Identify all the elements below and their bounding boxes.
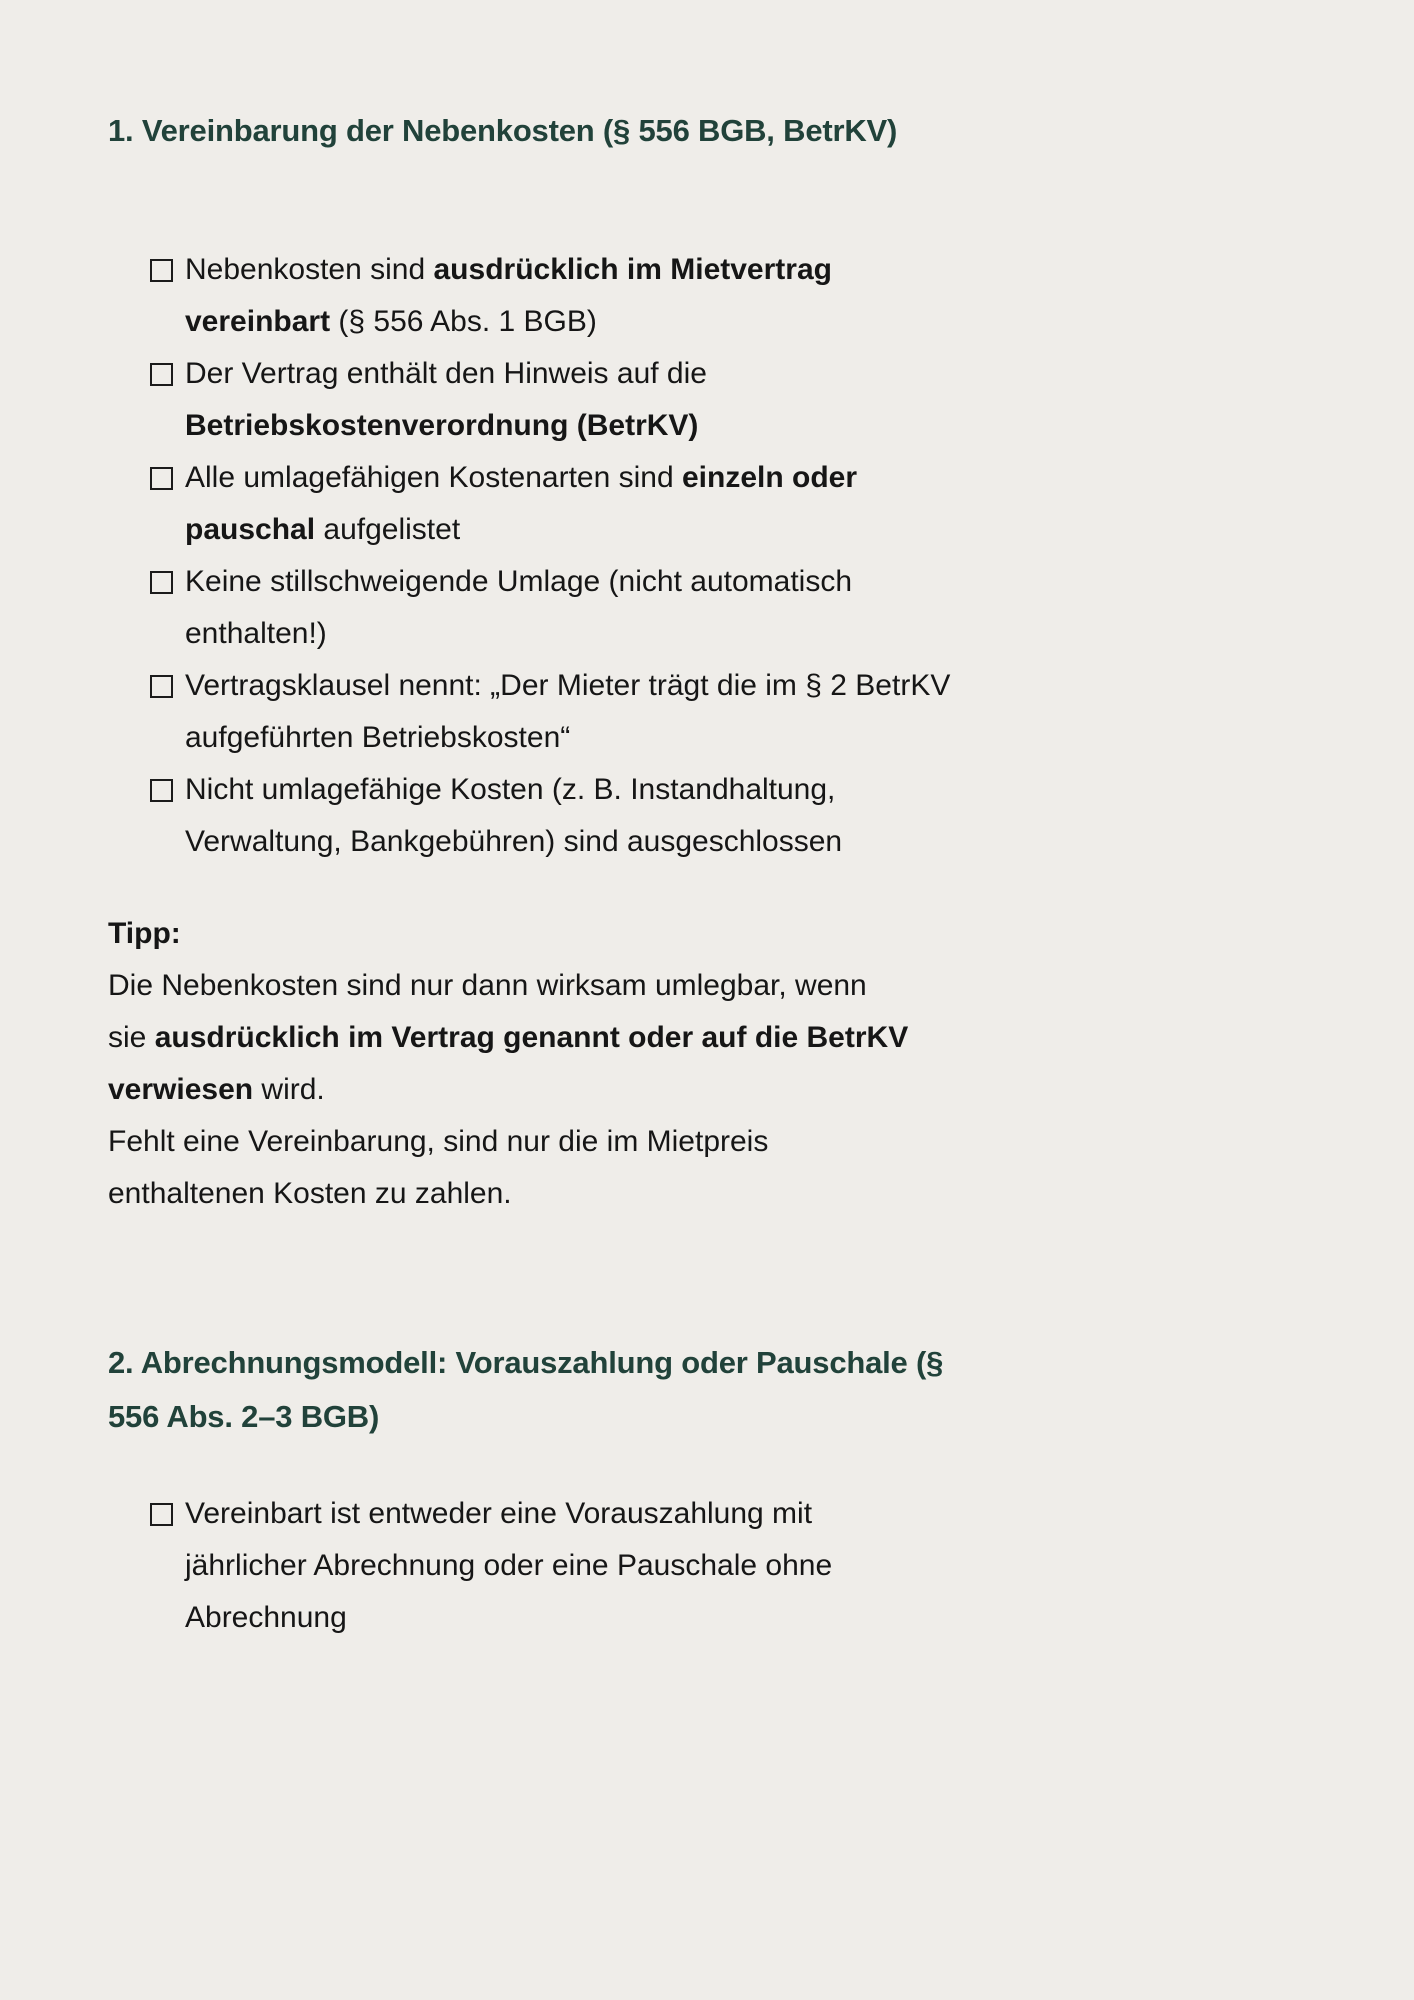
text-run: jährlicher Abrechnung oder eine Pauschale ohne — [185, 1549, 833, 1582]
item-line — [185, 400, 1108, 452]
tip-line — [108, 1168, 1108, 1220]
checkbox-icon — [150, 675, 173, 698]
checkbox-icon — [150, 259, 173, 282]
text-run: Nebenkosten sind — [185, 253, 434, 286]
checkbox-icon — [150, 571, 173, 594]
text-run: Abrechnung — [185, 1601, 347, 1634]
section-1-checklist — [108, 244, 1108, 868]
text-run: Der Vertrag enthält den Hinweis auf die — [185, 357, 707, 390]
checklist-item — [108, 556, 1108, 660]
checklist-item — [108, 452, 1108, 556]
section-2-checklist — [108, 1488, 1108, 1644]
heading-line: 556 Abs. 2–3 BGB) — [108, 1399, 380, 1434]
checklist-item — [108, 764, 1108, 868]
text-run: Vertragsklausel nennt: „Der Mieter trägt die im § 2 BetrKV — [185, 669, 951, 702]
checklist-item — [108, 348, 1108, 452]
bold-text-run: vereinbart — [185, 305, 331, 338]
checkbox-icon — [150, 1503, 173, 1526]
text-run: Vereinbart ist entweder eine Vorauszahlung mit — [185, 1497, 813, 1530]
heading-line: 1. Vereinbarung der Nebenkosten (§ 556 BGB, BetrKV) — [108, 113, 898, 148]
item-line — [185, 1488, 1108, 1540]
bold-text-run: verwiesen — [108, 1073, 254, 1106]
text-run: sie — [108, 1021, 155, 1054]
item-line — [185, 244, 1108, 296]
text-run: enthaltenen Kosten zu zahlen. — [108, 1177, 512, 1210]
item-line — [185, 1540, 1108, 1592]
tip-block — [108, 908, 1108, 1220]
item-line — [185, 712, 1108, 764]
tip-line — [108, 1064, 1108, 1116]
heading-line: 2. Abrechnungsmodell: Vorauszahlung oder Pauschale (§ — [108, 1345, 944, 1380]
text-run: Keine stillschweigende Umlage (nicht automatisch — [185, 565, 853, 598]
text-run: Nicht umlagefähige Kosten (z. B. Instandhaltung, — [185, 773, 836, 806]
text-run: Die Nebenkosten sind nur dann wirksam umlegbar, wenn — [108, 969, 867, 1002]
bold-text-run: ausdrücklich im Mietvertrag — [433, 253, 832, 286]
tip-line — [108, 1116, 1108, 1168]
bold-text-run: einzeln oder — [682, 461, 858, 494]
text-run: Verwaltung, Bankgebühren) sind ausgeschlossen — [185, 825, 843, 858]
text-run: wird. — [253, 1073, 325, 1106]
tip-line — [108, 960, 1108, 1012]
item-line — [185, 660, 1108, 712]
item-line — [185, 816, 1108, 868]
bold-text-run: Betriebskostenverordnung (BetrKV) — [185, 409, 699, 442]
section-1-heading — [108, 104, 1108, 158]
tip-label: Tipp: — [108, 917, 181, 950]
item-line — [185, 348, 1108, 400]
checklist-item — [108, 1488, 1108, 1644]
tip-line — [108, 1012, 1108, 1064]
item-line — [185, 296, 1108, 348]
checklist-item — [108, 244, 1108, 348]
checkbox-icon — [150, 363, 173, 386]
checkbox-icon — [150, 467, 173, 490]
text-run: Fehlt eine Vereinbarung, sind nur die im Mietpreis — [108, 1125, 769, 1158]
item-line — [185, 556, 1108, 608]
checkbox-icon — [150, 779, 173, 802]
text-run: (§ 556 Abs. 1 BGB) — [330, 305, 597, 338]
text-run: enthalten!) — [185, 617, 327, 650]
item-line — [185, 1592, 1108, 1644]
checklist-item — [108, 660, 1108, 764]
bold-text-run: pauschal — [185, 513, 316, 546]
text-run: aufgeführten Betriebskosten“ — [185, 721, 571, 754]
bold-text-run: ausdrücklich im Vertrag genannt oder auf die BetrKV — [154, 1021, 909, 1054]
text-run: Alle umlagefähigen Kostenarten sind — [185, 461, 682, 494]
item-line — [185, 764, 1108, 816]
item-line — [185, 608, 1108, 660]
section-2-heading — [108, 1336, 1108, 1444]
text-run: aufgelistet — [315, 513, 461, 546]
item-line — [185, 504, 1108, 556]
item-line — [185, 452, 1108, 504]
